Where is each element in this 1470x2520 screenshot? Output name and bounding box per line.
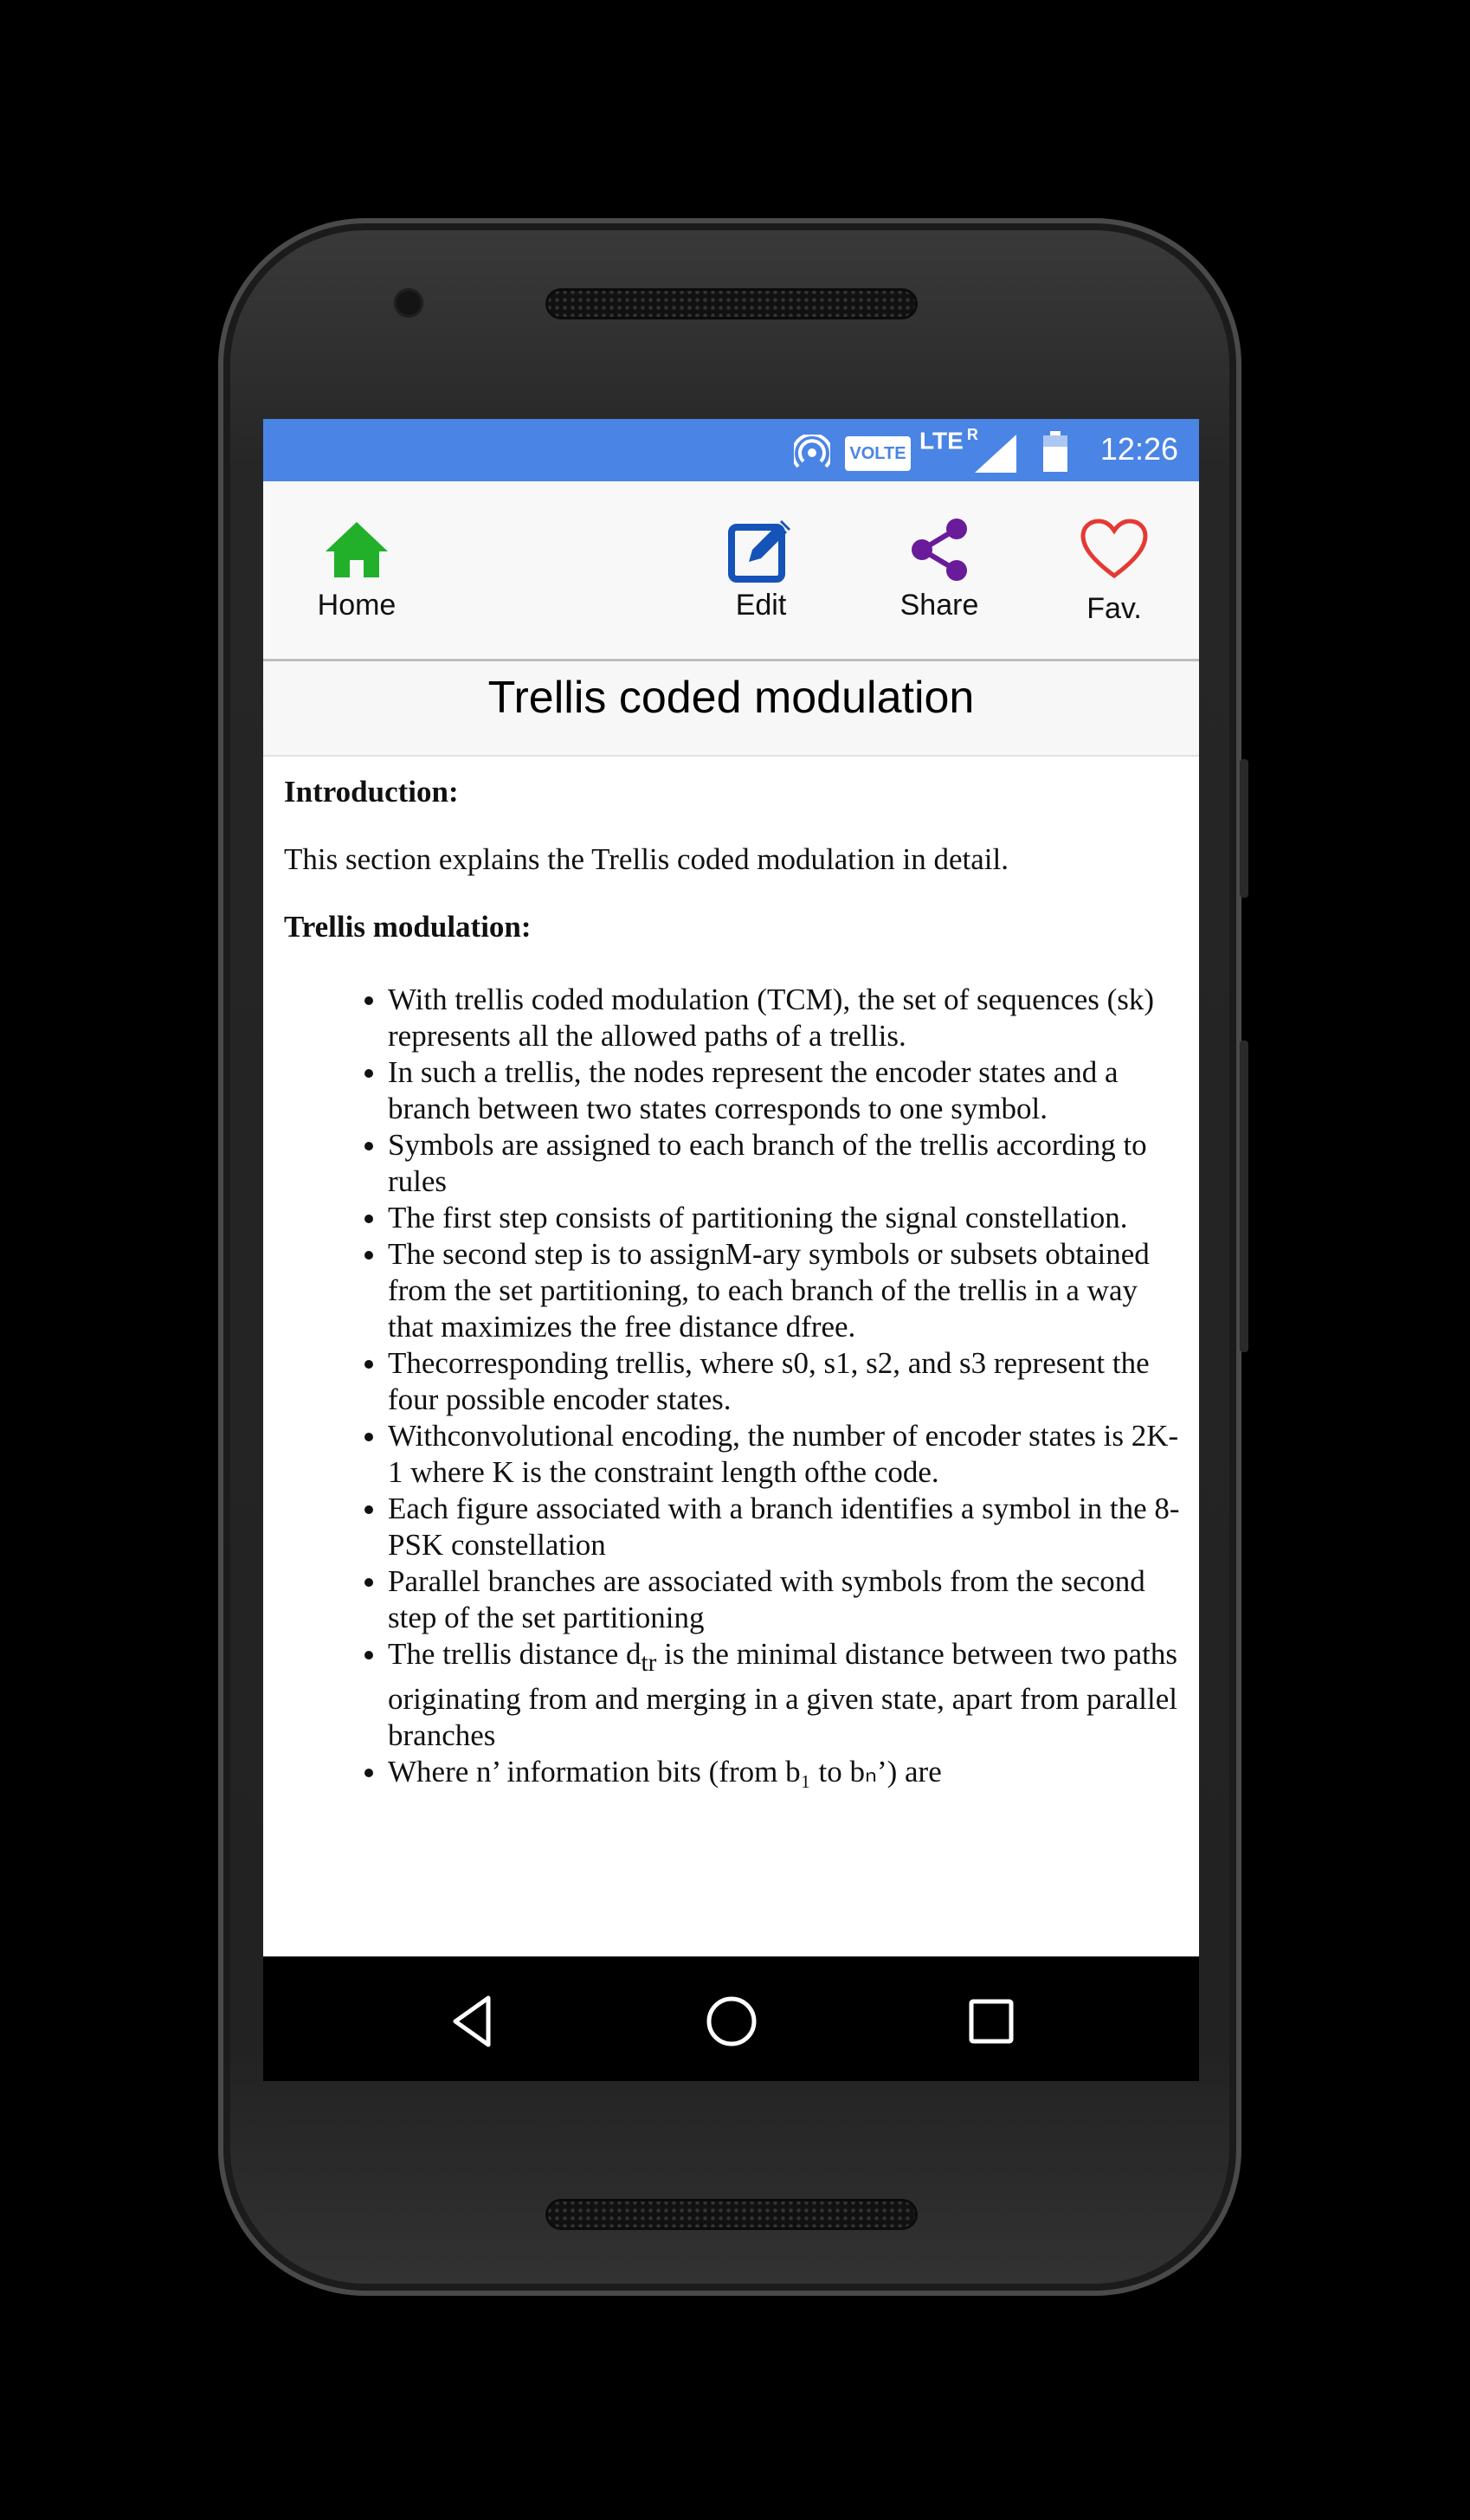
modulation-heading: Trellis modulation: xyxy=(284,910,532,944)
intro-heading: Introduction: xyxy=(284,775,459,809)
navigation-bar xyxy=(263,1956,1199,2081)
volte-icon: VOLTE xyxy=(845,436,911,471)
hotspot-icon xyxy=(794,435,830,471)
bottom-speaker xyxy=(545,2199,918,2230)
intro-text: This section explains the Trellis coded modulation in detail. xyxy=(284,842,1009,876)
page-title-bar xyxy=(263,661,1199,757)
trellis-distance-text: The trellis distance d xyxy=(388,1637,642,1671)
top-speaker xyxy=(545,288,918,319)
edit-label: Edit xyxy=(735,589,787,622)
signal-icon xyxy=(975,435,1016,473)
list-item: • Where n’ information bits (from b₁ to bₙ’) are xyxy=(388,1754,1184,1790)
lte-label: LTE xyxy=(919,427,964,454)
list-item: • In such a trellis, the nodes represent the encoder states and a branch between two states corresponds to one symbol. xyxy=(388,1054,1184,1127)
list-item: • Symbols are assigned to each branch of the trellis according to rules xyxy=(388,1127,1184,1200)
list-item: • Withconvolutional encoding, the number of encoder states is 2K-1 where K is the constraint length ofthe code. xyxy=(388,1418,1184,1491)
screen xyxy=(263,419,1199,2081)
home-button[interactable] xyxy=(292,516,422,622)
list-item: • The second step is to assignM-ary symbols or subsets obtained from the set partitioning, to each branch of the trellis in a way that maximizes the free distance dfree. xyxy=(388,1236,1184,1345)
article-content xyxy=(284,774,1184,1986)
action-toolbar xyxy=(263,481,1199,661)
home-label: Home xyxy=(317,589,397,622)
edit-icon xyxy=(728,517,794,583)
list-item: • Thecorresponding trellis, where s0, s1, s2, and s3 represent the four possible encoder states. xyxy=(388,1345,1184,1418)
list-item: • The first step consists of partitioning the signal constellation. xyxy=(388,1200,1184,1236)
bullet-list xyxy=(284,982,1184,1790)
trellis-distance-sub: tr xyxy=(641,1649,657,1677)
list-item: • With trellis coded modulation (TCM), the set of sequences (sk) represents all the allowed paths of a trellis. xyxy=(388,982,1184,1054)
heart-icon xyxy=(1080,519,1149,581)
share-button[interactable] xyxy=(874,516,1004,622)
power-button xyxy=(1240,759,1248,898)
home-circle-icon[interactable] xyxy=(701,1991,762,2052)
list-item xyxy=(388,1636,1184,1754)
roaming-label: R xyxy=(966,426,978,443)
back-icon[interactable] xyxy=(445,1991,506,2052)
share-label: Share xyxy=(899,589,979,622)
recents-icon[interactable] xyxy=(961,1991,1022,2052)
page-title: Trellis coded modulation xyxy=(487,673,975,723)
front-camera xyxy=(394,288,423,318)
status-bar xyxy=(263,419,1199,481)
lte-icon xyxy=(919,426,978,454)
share-icon xyxy=(906,517,972,583)
trellis-distance-rest: is the minimal distance between two paths originating from and merging in a given state, apart from parallel branches xyxy=(388,1637,1178,1752)
fav-button[interactable] xyxy=(1049,516,1179,626)
list-item: • Each figure associated with a branch identifies a symbol in the 8-PSK constellation xyxy=(388,1491,1184,1563)
clock: 12:26 xyxy=(1099,431,1178,467)
edit-button[interactable] xyxy=(696,516,826,622)
battery-icon xyxy=(1042,431,1068,473)
home-icon xyxy=(324,520,390,579)
list-item: • Parallel branches are associated with symbols from the second step of the set partitioning xyxy=(388,1563,1184,1636)
fav-label: Fav. xyxy=(1086,592,1142,625)
volume-button xyxy=(1240,1041,1248,1352)
